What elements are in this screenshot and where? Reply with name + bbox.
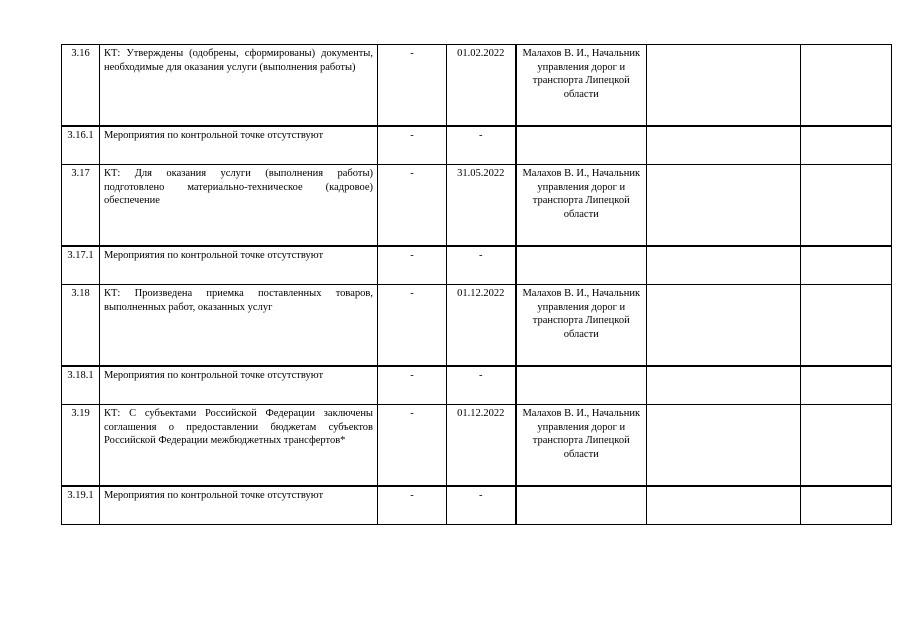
row-end-date: 31.05.2022 bbox=[447, 165, 516, 247]
row-responsible: Малахов В. И., Начальник управления дорог и транспорта Липецкой области bbox=[516, 405, 647, 487]
row-start-date: - bbox=[378, 285, 447, 367]
row-description: КТ: Утверждены (одобрены, сформированы) документы, необходимые для оказания услуги (выполнения работы) bbox=[100, 45, 378, 127]
control-points-table bbox=[61, 44, 892, 525]
row-empty-cell bbox=[647, 366, 801, 405]
table-row bbox=[62, 405, 892, 487]
row-responsible: Малахов В. И., Начальник управления дорог и транспорта Липецкой области bbox=[516, 45, 647, 127]
row-responsible: Малахов В. И., Начальник управления дорог и транспорта Липецкой области bbox=[516, 285, 647, 367]
row-end-date: 01.02.2022 bbox=[447, 45, 516, 127]
row-empty-cell bbox=[801, 285, 892, 367]
row-empty-cell bbox=[647, 486, 801, 525]
row-start-date: - bbox=[378, 45, 447, 127]
row-responsible: Малахов В. И., Начальник управления дорог и транспорта Липецкой области bbox=[516, 165, 647, 247]
row-end-date: - bbox=[447, 246, 516, 285]
row-start-date: - bbox=[378, 126, 447, 165]
row-start-date: - bbox=[378, 405, 447, 487]
table-row bbox=[62, 246, 892, 285]
row-number: 3.16 bbox=[62, 45, 100, 127]
row-number: 3.18 bbox=[62, 285, 100, 367]
row-description: Мероприятия по контрольной точке отсутствуют bbox=[100, 246, 378, 285]
row-empty-cell bbox=[647, 126, 801, 165]
row-empty-cell bbox=[801, 486, 892, 525]
row-responsible bbox=[516, 246, 647, 285]
row-empty-cell bbox=[647, 405, 801, 487]
row-number: 3.17 bbox=[62, 165, 100, 247]
row-empty-cell bbox=[801, 126, 892, 165]
row-start-date: - bbox=[378, 246, 447, 285]
row-empty-cell bbox=[647, 246, 801, 285]
row-empty-cell bbox=[647, 285, 801, 367]
table-row bbox=[62, 165, 892, 247]
row-description: Мероприятия по контрольной точке отсутствуют bbox=[100, 126, 378, 165]
row-number: 3.18.1 bbox=[62, 366, 100, 405]
row-end-date: 01.12.2022 bbox=[447, 405, 516, 487]
row-description: Мероприятия по контрольной точке отсутствуют bbox=[100, 486, 378, 525]
row-responsible bbox=[516, 366, 647, 405]
row-start-date: - bbox=[378, 165, 447, 247]
row-empty-cell bbox=[647, 165, 801, 247]
row-responsible bbox=[516, 126, 647, 165]
row-number: 3.19 bbox=[62, 405, 100, 487]
row-empty-cell bbox=[801, 246, 892, 285]
table-row bbox=[62, 126, 892, 165]
row-description: КТ: С субъектами Российской Федерации заключены соглашения о предоставлении бюджетам субъектов Российской Федерации межбюджетных трансфертов* bbox=[100, 405, 378, 487]
table-row bbox=[62, 45, 892, 127]
table-row bbox=[62, 486, 892, 525]
row-start-date: - bbox=[378, 366, 447, 405]
row-end-date: - bbox=[447, 486, 516, 525]
row-empty-cell bbox=[647, 45, 801, 127]
table-row bbox=[62, 366, 892, 405]
row-number: 3.16.1 bbox=[62, 126, 100, 165]
row-empty-cell bbox=[801, 366, 892, 405]
row-end-date: 01.12.2022 bbox=[447, 285, 516, 367]
row-number: 3.19.1 bbox=[62, 486, 100, 525]
row-start-date: - bbox=[378, 486, 447, 525]
row-end-date: - bbox=[447, 126, 516, 165]
row-number: 3.17.1 bbox=[62, 246, 100, 285]
row-description: КТ: Произведена приемка поставленных товаров, выполненных работ, оказанных услуг bbox=[100, 285, 378, 367]
row-end-date: - bbox=[447, 366, 516, 405]
row-empty-cell bbox=[801, 405, 892, 487]
row-empty-cell bbox=[801, 165, 892, 247]
row-description: Мероприятия по контрольной точке отсутствуют bbox=[100, 366, 378, 405]
row-description: КТ: Для оказания услуги (выполнения работы) подготовлено материально-техническое (кадровое) обеспечение bbox=[100, 165, 378, 247]
row-responsible bbox=[516, 486, 647, 525]
table-row bbox=[62, 285, 892, 367]
row-empty-cell bbox=[801, 45, 892, 127]
